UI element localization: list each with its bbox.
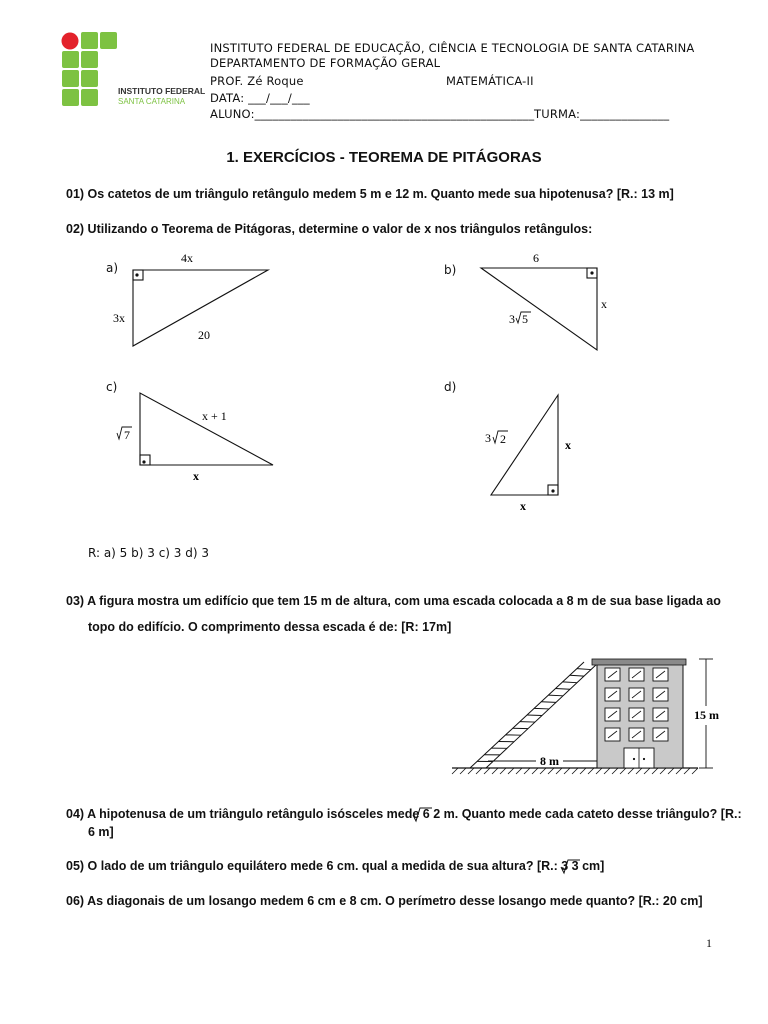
triangle-b-right-label: x — [601, 297, 607, 311]
triangle-b-hyp-coef: 3 — [509, 312, 515, 326]
question-02-answer: R: a) 5 b) 3 c) 3 d) 3 — [88, 546, 209, 560]
triangle-a-label: a) — [106, 261, 119, 275]
header-subject: MATEMÁTICA-II — [446, 74, 534, 88]
triangle-c-hyp-label: x + 1 — [202, 409, 227, 423]
logo-text-line1: INSTITUTO FEDERAL — [118, 86, 206, 96]
question-01: 01) Os catetos de um triângulo retângulo medem 5 m e 12 m. Quanto mede sua hipotenusa? [R.: 13 m] — [66, 187, 674, 201]
question-02: 02) Utilizando o Teorema de Pitágoras, determine o valor de x nos triângulos retângulos: — [66, 222, 593, 236]
page-title: 1. EXERCÍCIOS - TEOREMA DE PITÁGORAS — [226, 149, 542, 166]
header-class-field: TURMA:_______________ — [534, 107, 670, 121]
triangle-d-bottom-label: x — [520, 499, 526, 513]
radical-sign — [561, 860, 580, 873]
triangle-d-right-label: x — [565, 438, 571, 452]
triangle-a-hyp-label: 20 — [198, 328, 210, 342]
header-professor: PROF. Zé Roque — [210, 74, 304, 88]
logo-text-line2: SANTA CATARINA — [118, 97, 186, 106]
question-03-line1: 03) A figura mostra um edifício que tem 15 m de altura, com uma escada colocada a 8 m de sua base ligada ao — [66, 594, 721, 608]
triangle-b-label: b) — [444, 263, 457, 277]
triangle-d-hyp-radicand: 2 — [500, 432, 506, 446]
triangle-b-hyp-radicand: 5 — [522, 312, 528, 326]
header-student-field: ALUNO:_______________________________________________ — [210, 107, 535, 121]
triangle-b-top-label: 6 — [533, 251, 539, 265]
triangle-d-label: d) — [444, 380, 457, 394]
triangle-c-left-radicand: 7 — [124, 428, 130, 442]
header-institution: INSTITUTO FEDERAL DE EDUCAÇÃO, CIÊNCIA E TECNOLOGIA DE SANTA CATARINA — [210, 41, 695, 55]
triangle-d-hyp-coef: 3 — [485, 431, 491, 445]
base-label: 8 m — [540, 754, 559, 768]
question-05: 05) O lado de um triângulo equilátero mede 6 cm. qual a medida de sua altura? [R.: 3 3 cm] — [66, 859, 605, 873]
triangle-a-left-label: 3x — [113, 311, 125, 325]
question-03-line2: topo do edifício. O comprimento dessa escada é de: [R: 17m] — [88, 620, 452, 634]
question-06: 06) As diagonais de um losango medem 6 cm e 8 cm. O perímetro desse losango mede quanto? [R.: 20 cm] — [66, 894, 703, 908]
question-04-line1: 04) A hipotenusa de um triângulo retângulo isósceles mede 6 2 m. Quanto mede cada cateto desse triângulo? [R.: — [66, 807, 742, 821]
header-department: DEPARTAMENTO DE FORMAÇÃO GERAL — [210, 56, 441, 70]
height-label: 15 m — [694, 708, 719, 722]
triangle-a-top-label: 4x — [181, 251, 193, 265]
page-number: 1 — [706, 936, 712, 950]
triangle-c-bottom-label: x — [193, 469, 199, 483]
header-date-field: DATA: ___/___/___ — [210, 91, 310, 105]
question-04-line2: 6 m] — [88, 825, 114, 839]
triangle-c-label: c) — [106, 380, 118, 394]
